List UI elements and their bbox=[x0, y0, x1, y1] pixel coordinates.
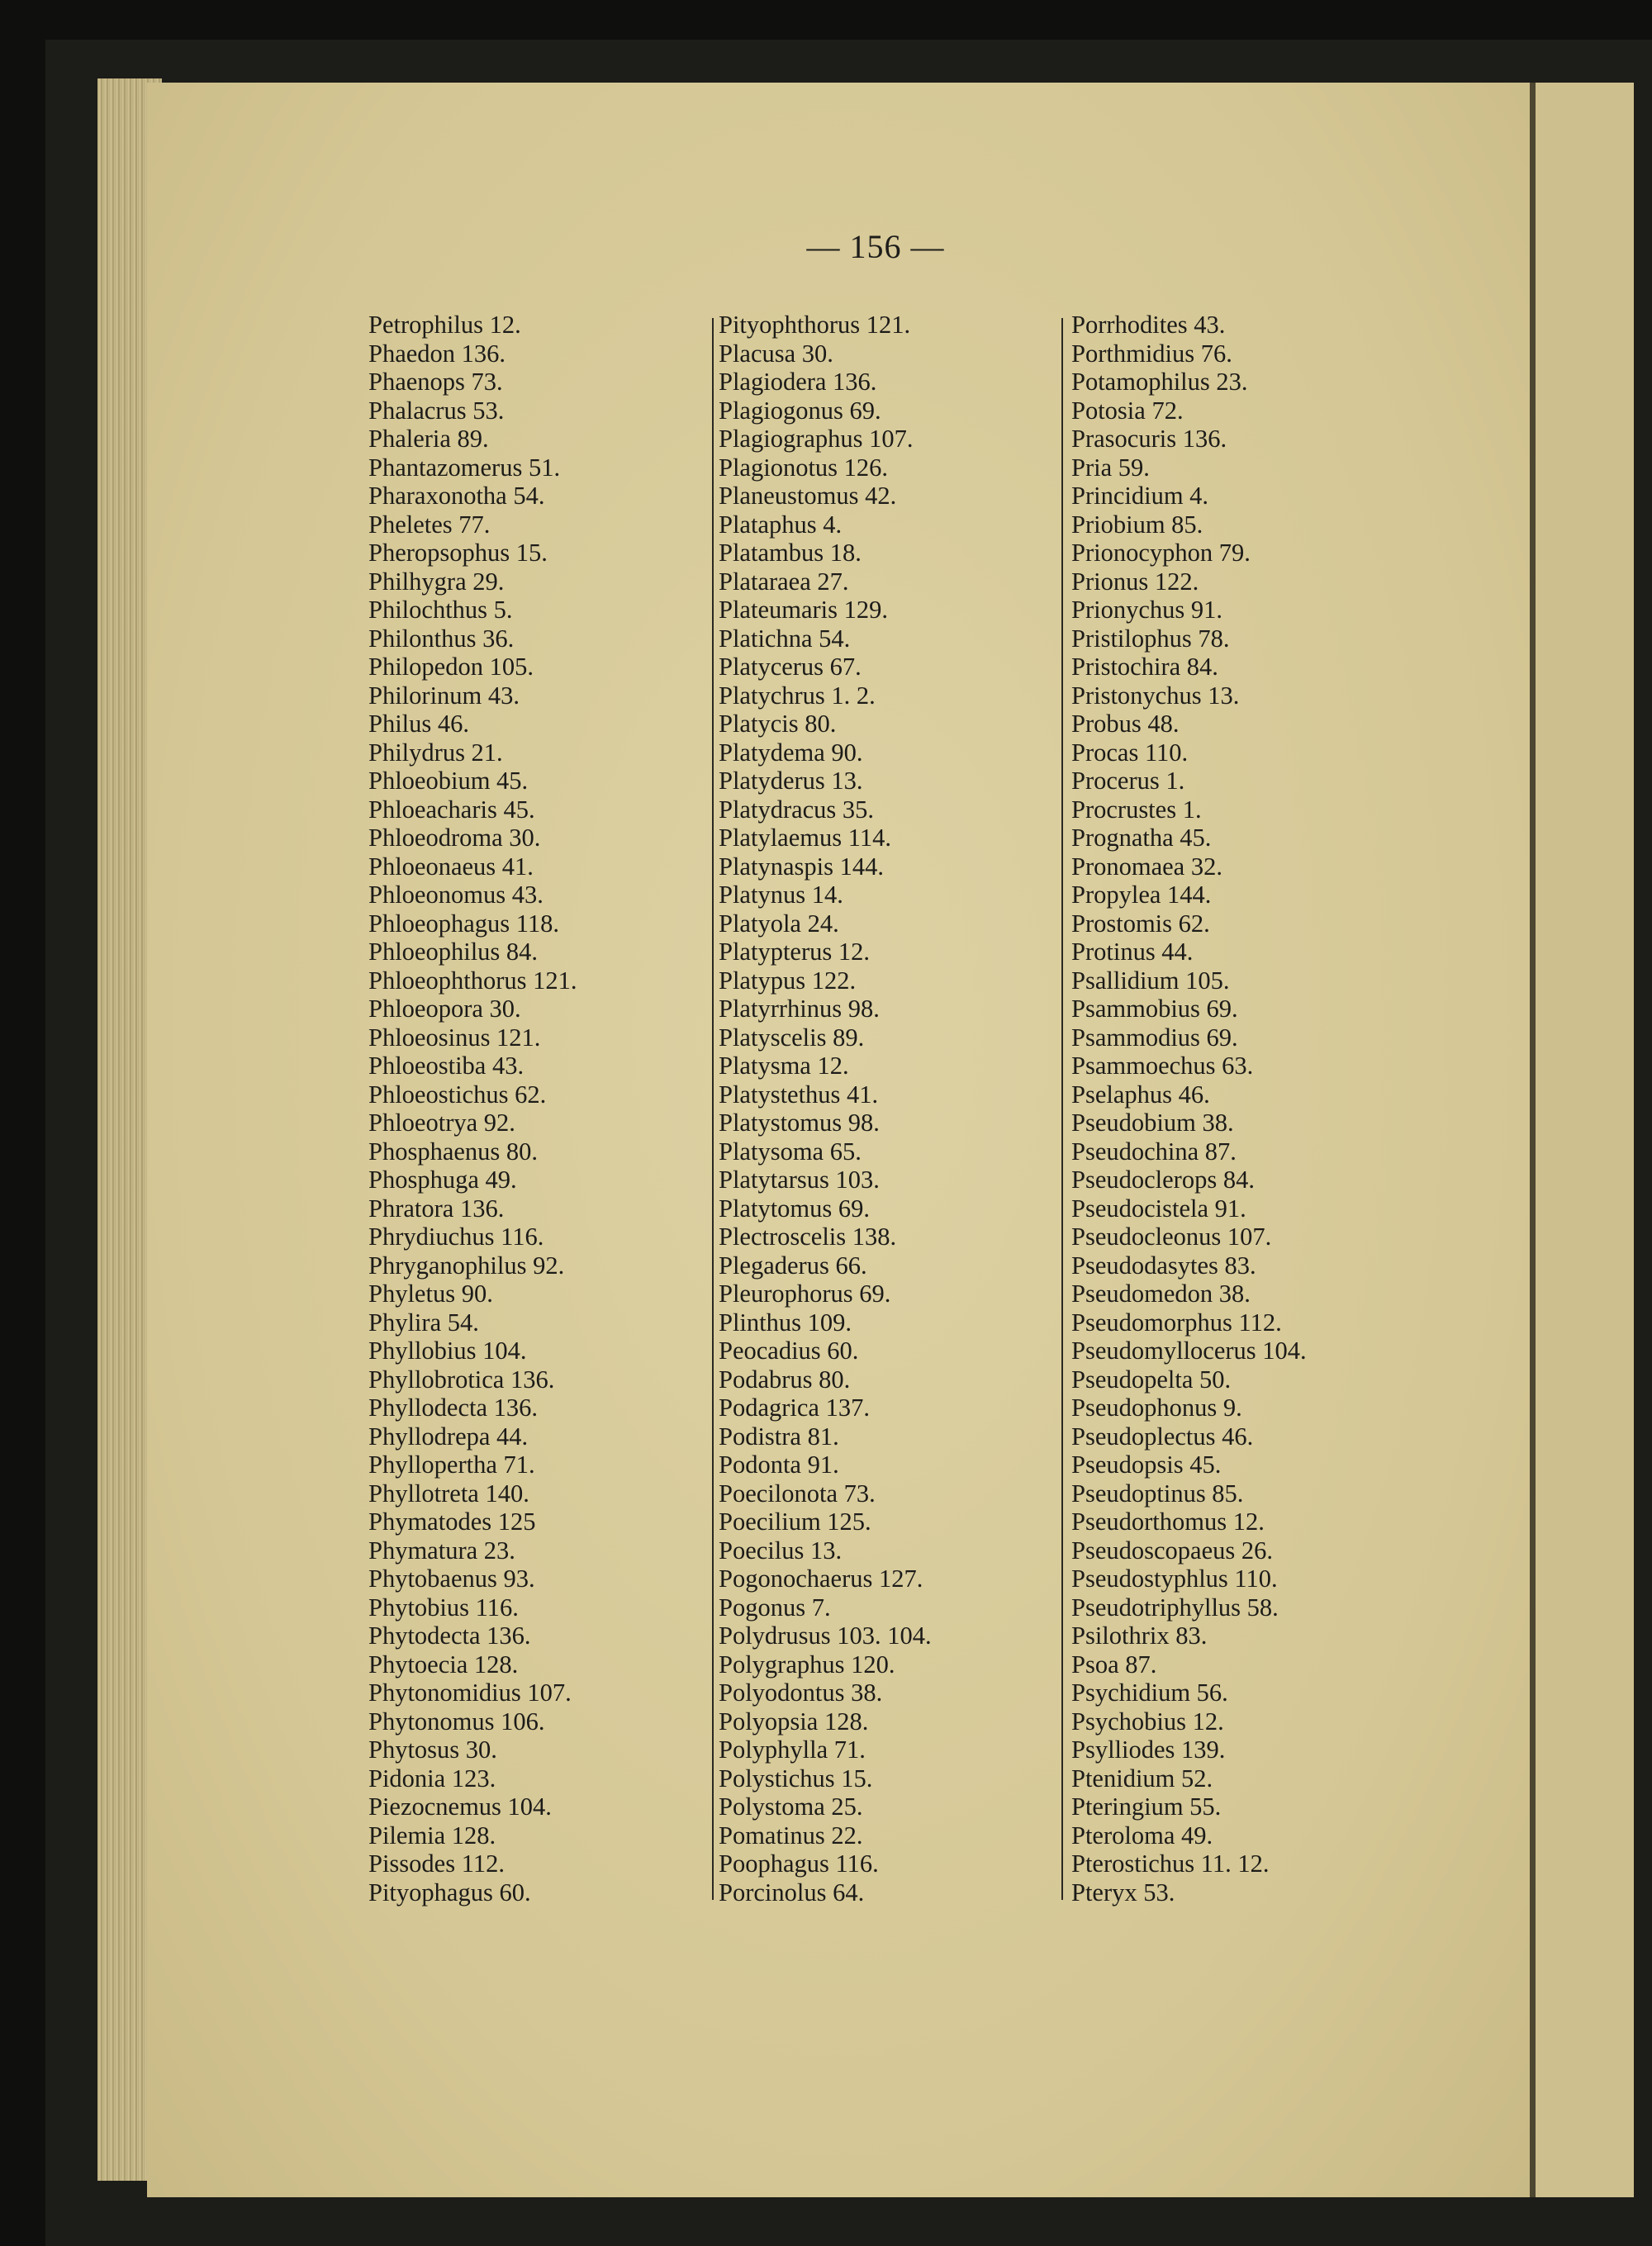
index-entry: Phytodecta 136. bbox=[368, 1622, 531, 1650]
index-entry: Porrhodites 43. bbox=[1071, 311, 1226, 339]
index-entry: Prionocyphon 79. bbox=[1071, 539, 1251, 567]
index-entry: Podonta 91. bbox=[719, 1451, 839, 1479]
index-entry: Pheropsophus 15. bbox=[368, 539, 548, 567]
index-entry: Philus 46. bbox=[368, 710, 470, 738]
index-entry: Phratora 136. bbox=[368, 1194, 505, 1223]
index-entry: Phylira 54. bbox=[368, 1308, 479, 1337]
index-entry: Platystethus 41. bbox=[719, 1080, 879, 1109]
index-entry: Phloeacharis 45. bbox=[368, 795, 535, 824]
index-entry: Plataphus 4. bbox=[719, 510, 843, 539]
index-entry: Psychidium 56. bbox=[1071, 1679, 1228, 1707]
index-entry: Polyphylla 71. bbox=[719, 1736, 866, 1764]
index-entry: Pseudopsis 45. bbox=[1071, 1451, 1222, 1479]
index-entry: Potamophilus 23. bbox=[1071, 368, 1248, 396]
index-entry: Prasocuris 136. bbox=[1071, 425, 1227, 453]
index-entry: Pharaxonotha 54. bbox=[368, 482, 545, 510]
index-entry: Polyodontus 38. bbox=[719, 1679, 883, 1707]
index-entry: Plateumaris 129. bbox=[719, 596, 888, 624]
index-entry: Polystichus 15. bbox=[719, 1764, 873, 1793]
index-entry: Platylaemus 114. bbox=[719, 824, 891, 852]
index-entry: Pteryx 53. bbox=[1071, 1878, 1175, 1906]
index-entry: Polygraphus 120. bbox=[719, 1650, 895, 1679]
index-entry: Procerus 1. bbox=[1071, 767, 1185, 795]
index-entry: Pseudoscopaeus 26. bbox=[1071, 1536, 1273, 1565]
index-entry: Procrustes 1. bbox=[1071, 795, 1202, 824]
index-entry: Poecilus 13. bbox=[719, 1536, 843, 1565]
index-entry: Phyllopertha 71. bbox=[368, 1451, 535, 1479]
index-entry: Psammobius 69. bbox=[1071, 995, 1238, 1023]
index-entry: Pseudoclerops 84. bbox=[1071, 1166, 1255, 1194]
index-column-2 bbox=[719, 311, 932, 1906]
index-entry: Phyllodecta 136. bbox=[368, 1394, 538, 1422]
index-entry: Pityophthorus 121. bbox=[719, 311, 911, 339]
index-entry: Phyllobius 104. bbox=[368, 1337, 527, 1365]
index-entry: Pseudobium 38. bbox=[1071, 1109, 1234, 1137]
index-entry: Phloeotrya 92. bbox=[368, 1109, 515, 1137]
index-entry: Pseudocistela 91. bbox=[1071, 1194, 1246, 1223]
column-divider-2 bbox=[1061, 318, 1063, 1900]
index-entry: Psilothrix 83. bbox=[1071, 1622, 1208, 1650]
index-entry: Pseudodasytes 83. bbox=[1071, 1251, 1256, 1280]
index-column-3 bbox=[1071, 311, 1307, 1906]
index-entry: Platichna 54. bbox=[719, 624, 851, 653]
index-entry: Prognatha 45. bbox=[1071, 824, 1212, 852]
index-entry: Poophagus 116. bbox=[719, 1850, 879, 1878]
index-entry: Phaenops 73. bbox=[368, 368, 503, 396]
index-entry: Phyllotreta 140. bbox=[368, 1479, 529, 1508]
index-entry: Phloeophthorus 121. bbox=[368, 966, 577, 995]
page-number: — 156 — bbox=[806, 228, 945, 265]
index-entry: Prostomis 62. bbox=[1071, 909, 1210, 938]
index-entry: Placusa 30. bbox=[719, 339, 833, 368]
index-entry: Psylliodes 139. bbox=[1071, 1736, 1226, 1764]
index-entry: Phloeonomus 43. bbox=[368, 881, 544, 909]
index-entry: Phloeostiba 43. bbox=[368, 1052, 525, 1080]
index-entry: Philopedon 105. bbox=[368, 653, 534, 681]
index-entry: Phytoecia 128. bbox=[368, 1650, 519, 1679]
index-entry: Phytonomidius 107. bbox=[368, 1679, 572, 1707]
index-entry: Phloeostichus 62. bbox=[368, 1080, 547, 1109]
index-entry: Polydrusus 103. 104. bbox=[719, 1622, 932, 1650]
index-entry: Philorinum 43. bbox=[368, 681, 520, 710]
index-entry: Pomatinus 22. bbox=[719, 1821, 863, 1850]
index-entry: Pilemia 128. bbox=[368, 1821, 496, 1850]
index-entry: Platypus 122. bbox=[719, 966, 857, 995]
index-entry: Platyola 24. bbox=[719, 909, 839, 938]
index-entry: Platydema 90. bbox=[719, 738, 863, 767]
index-entry: Plectroscelis 138. bbox=[719, 1223, 897, 1251]
index-entry: Pseudomorphus 112. bbox=[1071, 1308, 1282, 1337]
index-entry: Platystomus 98. bbox=[719, 1109, 880, 1137]
index-entry: Poecilium 125. bbox=[719, 1508, 871, 1536]
index-entry: Ptenidium 52. bbox=[1071, 1764, 1213, 1793]
index-entry: Polyopsia 128. bbox=[719, 1707, 869, 1736]
index-entry: Philhygra 29. bbox=[368, 567, 505, 596]
index-entry: Plagiographus 107. bbox=[719, 425, 914, 453]
index-entry: Platyscelis 89. bbox=[719, 1023, 865, 1052]
index-entry: Phyllodrepa 44. bbox=[368, 1422, 529, 1451]
index-entry: Phloeopora 30. bbox=[368, 995, 521, 1023]
index-entry: Pseudocleonus 107. bbox=[1071, 1223, 1272, 1251]
index-entry: Protinus 44. bbox=[1071, 938, 1194, 966]
page-gutter bbox=[1530, 83, 1536, 2197]
index-entry: Phalacrus 53. bbox=[368, 396, 505, 425]
index-entry: Plegaderus 66. bbox=[719, 1251, 867, 1280]
index-entry: Pityophagus 60. bbox=[368, 1878, 531, 1906]
index-entry: Pseudophonus 9. bbox=[1071, 1394, 1242, 1422]
index-entry: Psammodius 69. bbox=[1071, 1023, 1238, 1052]
index-entry: Platysma 12. bbox=[719, 1052, 849, 1080]
index-entry: Plinthus 109. bbox=[719, 1308, 852, 1337]
index-entry: Petrophilus 12. bbox=[368, 311, 521, 339]
index-entry: Pseudorthomus 12. bbox=[1071, 1508, 1265, 1536]
index-entry: Podabrus 80. bbox=[719, 1365, 851, 1394]
index-entry: Phloeonaeus 41. bbox=[368, 852, 534, 881]
index-entry: Platynus 14. bbox=[719, 881, 843, 909]
column-divider-1 bbox=[712, 318, 714, 1900]
index-entry: Platytarsus 103. bbox=[719, 1166, 880, 1194]
index-entry: Procas 110. bbox=[1071, 738, 1189, 767]
index-entry: Pseudomyllocerus 104. bbox=[1071, 1337, 1307, 1365]
index-entry: Poecilonota 73. bbox=[719, 1479, 876, 1508]
index-entry: Platytomus 69. bbox=[719, 1194, 871, 1223]
index-entry: Prionychus 91. bbox=[1071, 596, 1222, 624]
index-entry: Pristilophus 78. bbox=[1071, 624, 1230, 653]
index-entry: Platycerus 67. bbox=[719, 653, 862, 681]
index-entry: Pseudopelta 50. bbox=[1071, 1365, 1232, 1394]
index-entry: Pterostichus 11. 12. bbox=[1071, 1850, 1270, 1878]
index-entry: Piezocnemus 104. bbox=[368, 1793, 552, 1821]
index-entry: Platycis 80. bbox=[719, 710, 837, 738]
index-entry: Platyrrhinus 98. bbox=[719, 995, 880, 1023]
index-entry: Phytonomus 106. bbox=[368, 1707, 545, 1736]
index-entry: Phloeophilus 84. bbox=[368, 938, 539, 966]
index-entry: Platysoma 65. bbox=[719, 1137, 862, 1166]
index-entry: Pseudoplectus 46. bbox=[1071, 1422, 1254, 1451]
index-entry: Phloeosinus 121. bbox=[368, 1023, 541, 1052]
index-entry: Phaedon 136. bbox=[368, 339, 506, 368]
index-entry: Phaleria 89. bbox=[368, 425, 489, 453]
index-entry: Probus 48. bbox=[1071, 710, 1180, 738]
index-entry: Pseudotriphyllus 58. bbox=[1071, 1593, 1279, 1622]
index-entry: Phytobius 116. bbox=[368, 1593, 519, 1622]
index-entry: Plagiodera 136. bbox=[719, 368, 877, 396]
index-entry: Platypterus 12. bbox=[719, 938, 870, 966]
index-entry: Pselaphus 46. bbox=[1071, 1080, 1210, 1109]
index-entry: Plataraea 27. bbox=[719, 567, 849, 596]
index-entry: Pissodes 112. bbox=[368, 1850, 505, 1878]
index-entry: Phytobaenus 93. bbox=[368, 1565, 535, 1593]
index-entry: Pseudomedon 38. bbox=[1071, 1280, 1251, 1308]
adjacent-page bbox=[1535, 83, 1634, 2197]
index-entry: Pseudostyphlus 110. bbox=[1071, 1565, 1278, 1593]
index-entry: Podistra 81. bbox=[719, 1422, 839, 1451]
index-entry: Polystoma 25. bbox=[719, 1793, 863, 1821]
index-entry: Pogonochaerus 127. bbox=[719, 1565, 923, 1593]
index-entry: Philydrus 21. bbox=[368, 738, 503, 767]
index-entry: Phrydiuchus 116. bbox=[368, 1223, 544, 1251]
index-entry: Podagrica 137. bbox=[719, 1394, 870, 1422]
index-entry: Phryganophilus 92. bbox=[368, 1251, 565, 1280]
index-entry: Plagiogonus 69. bbox=[719, 396, 881, 425]
index-entry: Phyletus 90. bbox=[368, 1280, 493, 1308]
index-entry: Pheletes 77. bbox=[368, 510, 491, 539]
index-entry: Pleurophorus 69. bbox=[719, 1280, 891, 1308]
index-entry: Peocadius 60. bbox=[719, 1337, 859, 1365]
index-entry: Phosphaenus 80. bbox=[368, 1137, 539, 1166]
index-entry: Platydracus 35. bbox=[719, 795, 875, 824]
index-entry: Plagionotus 126. bbox=[719, 453, 889, 482]
index-entry: Pogonus 7. bbox=[719, 1593, 831, 1622]
index-entry: Philonthus 36. bbox=[368, 624, 515, 653]
index-entry: Pseudoptinus 85. bbox=[1071, 1479, 1244, 1508]
index-entry: Princidium 4. bbox=[1071, 482, 1209, 510]
index-entry: Phymatura 23. bbox=[368, 1536, 515, 1565]
index-entry: Propylea 144. bbox=[1071, 881, 1212, 909]
index-entry: Psychobius 12. bbox=[1071, 1707, 1224, 1736]
index-entry: Pristonychus 13. bbox=[1071, 681, 1240, 710]
index-entry: Priobium 85. bbox=[1071, 510, 1203, 539]
index-entry: Phyllobrotica 136. bbox=[368, 1365, 555, 1394]
index-entry: Phymatodes 125 bbox=[368, 1508, 536, 1536]
index-entry: Phytosus 30. bbox=[368, 1736, 497, 1764]
index-entry: Pronomaea 32. bbox=[1071, 852, 1222, 881]
index-entry: Phloeophagus 118. bbox=[368, 909, 559, 938]
index-entry: Planeustomus 42. bbox=[719, 482, 897, 510]
index-entry: Philochthus 5. bbox=[368, 596, 513, 624]
index-entry: Platynaspis 144. bbox=[719, 852, 884, 881]
index-entry: Potosia 72. bbox=[1071, 396, 1184, 425]
index-entry: Phloeodroma 30. bbox=[368, 824, 541, 852]
index-entry: Porcinolus 64. bbox=[719, 1878, 865, 1906]
index-entry: Pteringium 55. bbox=[1071, 1793, 1222, 1821]
index-entry: Pidonia 123. bbox=[368, 1764, 496, 1793]
index-entry: Platychrus 1. 2. bbox=[719, 681, 876, 710]
index-entry: Pristochira 84. bbox=[1071, 653, 1218, 681]
index-entry: Psallidium 105. bbox=[1071, 966, 1230, 995]
index-entry: Platyderus 13. bbox=[719, 767, 863, 795]
index-entry: Psoa 87. bbox=[1071, 1650, 1157, 1679]
index-entry: Phosphuga 49. bbox=[368, 1166, 517, 1194]
index-entry: Psammoechus 63. bbox=[1071, 1052, 1254, 1080]
index-entry: Phloeobium 45. bbox=[368, 767, 529, 795]
index-entry: Phantazomerus 51. bbox=[368, 453, 561, 482]
index-entry: Pseudochina 87. bbox=[1071, 1137, 1237, 1166]
index-entry: Pteroloma 49. bbox=[1071, 1821, 1213, 1850]
index-entry: Platambus 18. bbox=[719, 539, 862, 567]
index-entry: Porthmidius 76. bbox=[1071, 339, 1232, 368]
index-entry: Prionus 122. bbox=[1071, 567, 1199, 596]
index-column-1 bbox=[368, 311, 577, 1906]
index-entry: Pria 59. bbox=[1071, 453, 1150, 482]
